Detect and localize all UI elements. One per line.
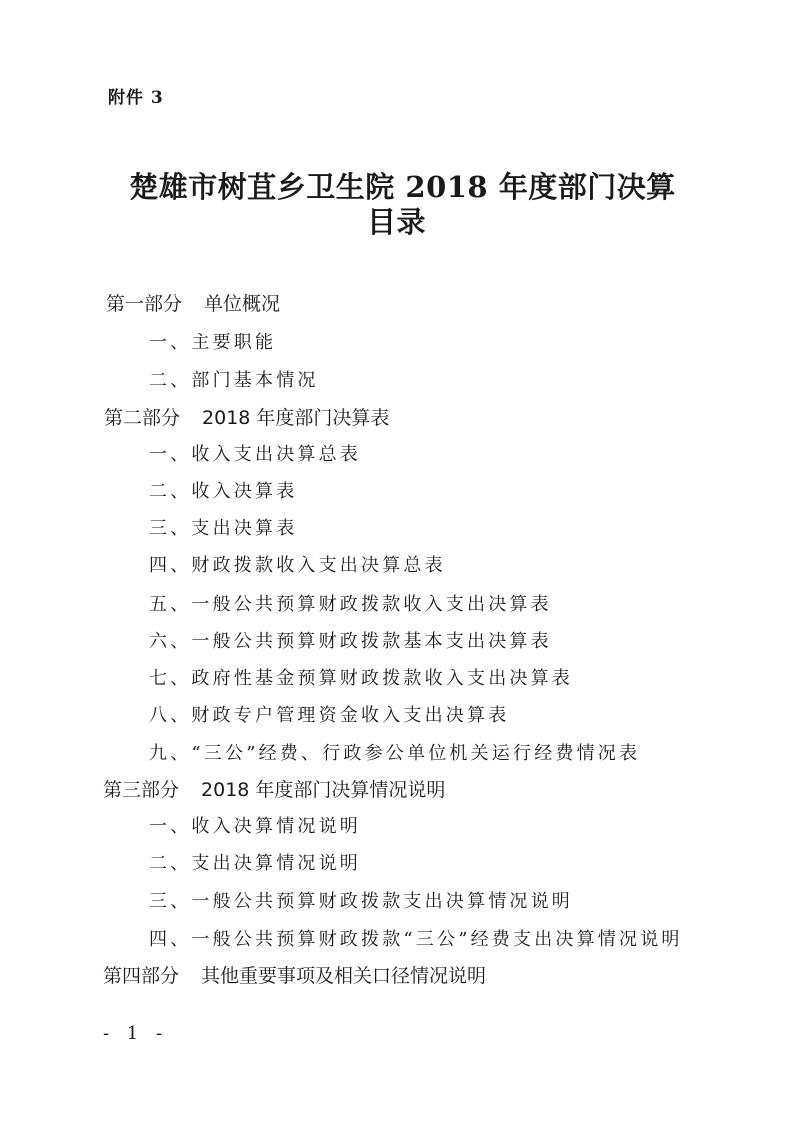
part-number: 第四部分	[103, 965, 180, 987]
toc-part-2	[104, 403, 389, 430]
toc-item: 二、部门基本情况	[149, 370, 319, 391]
toc-item: 四、财政拨款收入支出决算总表	[149, 555, 446, 576]
attachment-label: 附件 3	[108, 88, 164, 108]
toc-heading: 目录	[366, 205, 426, 239]
toc-item: 六、一般公共预算财政拨款基本支出决算表	[149, 631, 552, 652]
toc-item: 一、收入支出决算总表	[149, 444, 361, 465]
part-number: 第一部分	[106, 293, 183, 315]
toc-item: 一、收入决算情况说明	[149, 816, 361, 837]
document-title: 楚雄市树苴乡卫生院 2018 年度部门决算	[129, 170, 676, 204]
toc-item: 七、政府性基金预算财政拨款收入支出决算表	[149, 668, 573, 689]
toc-item: 三、支出决算表	[149, 518, 298, 539]
toc-item: 三、一般公共预算财政拨款支出决算情况说明	[149, 891, 573, 912]
toc-item: 二、支出决算情况说明	[149, 853, 361, 874]
part-number: 第三部分	[103, 779, 180, 801]
toc-item: 二、收入决算表	[149, 481, 298, 502]
toc-item: 九、“三公”经费、行政参公单位机关运行经费情况表	[149, 743, 641, 764]
part-name: 2018 年度部门决算情况说明	[201, 779, 446, 801]
toc-part-1	[106, 289, 280, 316]
toc-part-3	[103, 775, 445, 802]
toc-item: 八、财政专户管理资金收入支出决算表	[149, 705, 510, 726]
page-number: - 1 -	[103, 1023, 169, 1044]
part-name: 2018 年度部门决算表	[202, 407, 390, 429]
toc-item: 五、一般公共预算财政拨款收入支出决算表	[149, 594, 552, 615]
toc-item: 一、主要职能	[149, 332, 277, 353]
toc-item: 四、一般公共预算财政拨款“三公”经费支出决算情况说明	[149, 929, 683, 950]
toc-part-4	[103, 961, 486, 988]
part-name: 单位概况	[204, 293, 281, 315]
part-number: 第二部分	[104, 407, 181, 429]
part-name: 其他重要事项及相关口径情况说明	[201, 965, 487, 987]
